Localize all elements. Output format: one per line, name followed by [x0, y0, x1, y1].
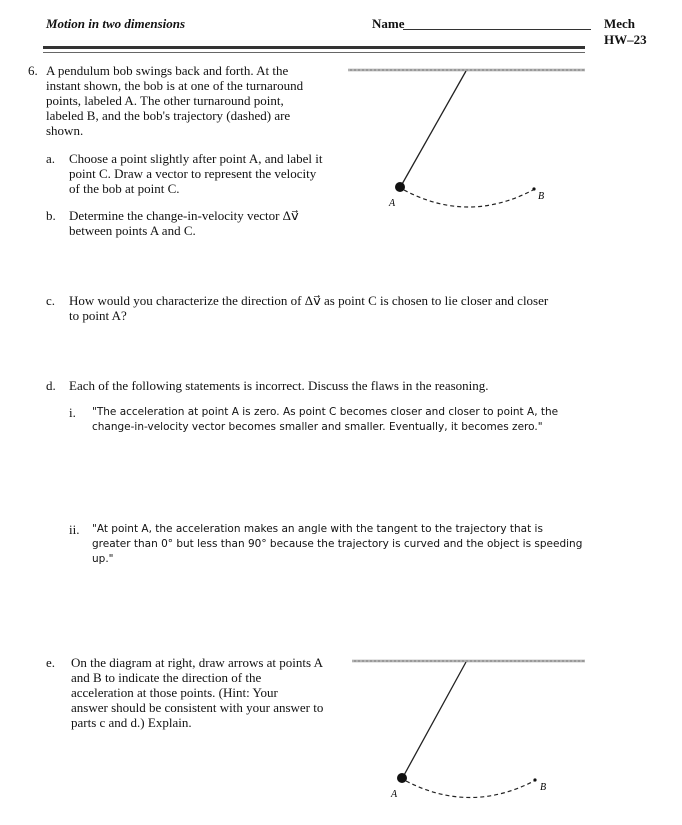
point-b-dot: [532, 187, 535, 190]
point-a-label: A: [389, 198, 396, 209]
part-c-line: to point A?: [69, 308, 127, 323]
part-e-label: e.: [46, 655, 56, 670]
intro-line: instant shown, the bob is at one of the turnaround: [46, 78, 304, 93]
part-d-i-label: i.: [69, 405, 76, 420]
part-b-line: Determine the change-in-velocity vector Δv⃗: [69, 208, 299, 223]
part-d-ii-line: "At point A, the acceleration makes an angle with the tangent to the trajectory that is: [92, 523, 543, 535]
part-d-ii-line: greater than 0° but less than 90° because the trajectory is curved and the object is speeding: [92, 538, 583, 550]
part-a-line: of the bob at point C.: [69, 181, 180, 196]
part-b-line: between points A and C.: [69, 223, 196, 238]
part-e-line: and B to indicate the direction of the: [71, 670, 262, 685]
part-c-label: c.: [46, 293, 56, 308]
pendulum-diagram-bottom: [352, 661, 585, 800]
point-a-label: A: [391, 789, 398, 800]
course-label: Mech: [604, 16, 636, 31]
point-b-label: B: [538, 191, 545, 202]
part-b-label: b.: [46, 208, 56, 223]
part-e-line: On the diagram at right, draw arrows at points A: [71, 655, 323, 670]
pendulum-string: [403, 662, 466, 777]
pendulum-string: [401, 71, 466, 186]
section-title: Motion in two dimensions: [46, 16, 186, 31]
part-d-i-line: "The acceleration at point A is zero. As point C becomes closer and closer to point A, the: [92, 406, 559, 418]
pendulum-bob: [395, 182, 405, 192]
trajectory-dashed: [404, 190, 533, 207]
part-d-label: d.: [46, 378, 56, 393]
point-b-label: B: [540, 782, 547, 793]
part-d-ii-label: ii.: [69, 522, 80, 537]
intro-line: labeled B, and the bob's trajectory (dashed) are: [46, 108, 291, 123]
part-e-line: parts c and d.) Explain.: [71, 715, 192, 730]
part-a-line: point C. Draw a vector to represent the velocity: [69, 166, 317, 181]
part-d-i-line: change-in-velocity vector becomes smaller and smaller. Eventually, it becomes zero.": [92, 421, 543, 433]
part-d-ii-line: up.": [92, 553, 114, 565]
pendulum-diagram-top: [348, 70, 585, 209]
trajectory-dashed: [406, 781, 534, 798]
part-e-line: answer should be consistent with your answer to: [71, 700, 324, 715]
intro-line: A pendulum bob swings back and forth. At the: [46, 63, 289, 78]
intro-line: points, labeled A. The other turnaround point,: [46, 93, 284, 108]
homework-number: HW–23: [604, 32, 647, 47]
intro-line: shown.: [46, 123, 84, 138]
part-c-line: How would you characterize the direction of Δv⃗ as point C is chosen to lie closer and closer: [69, 293, 549, 308]
part-a-label: a.: [46, 151, 56, 166]
pendulum-bob: [397, 773, 407, 783]
part-d-text: Each of the following statements is incorrect. Discuss the flaws in the reasoning.: [69, 378, 489, 393]
problem-number: 6.: [28, 63, 38, 78]
part-e-line: acceleration at those points. (Hint: Your: [71, 685, 278, 700]
part-a-line: Choose a point slightly after point A, and label it: [69, 151, 323, 166]
name-label: Name: [372, 16, 405, 31]
point-b-dot: [533, 778, 536, 781]
